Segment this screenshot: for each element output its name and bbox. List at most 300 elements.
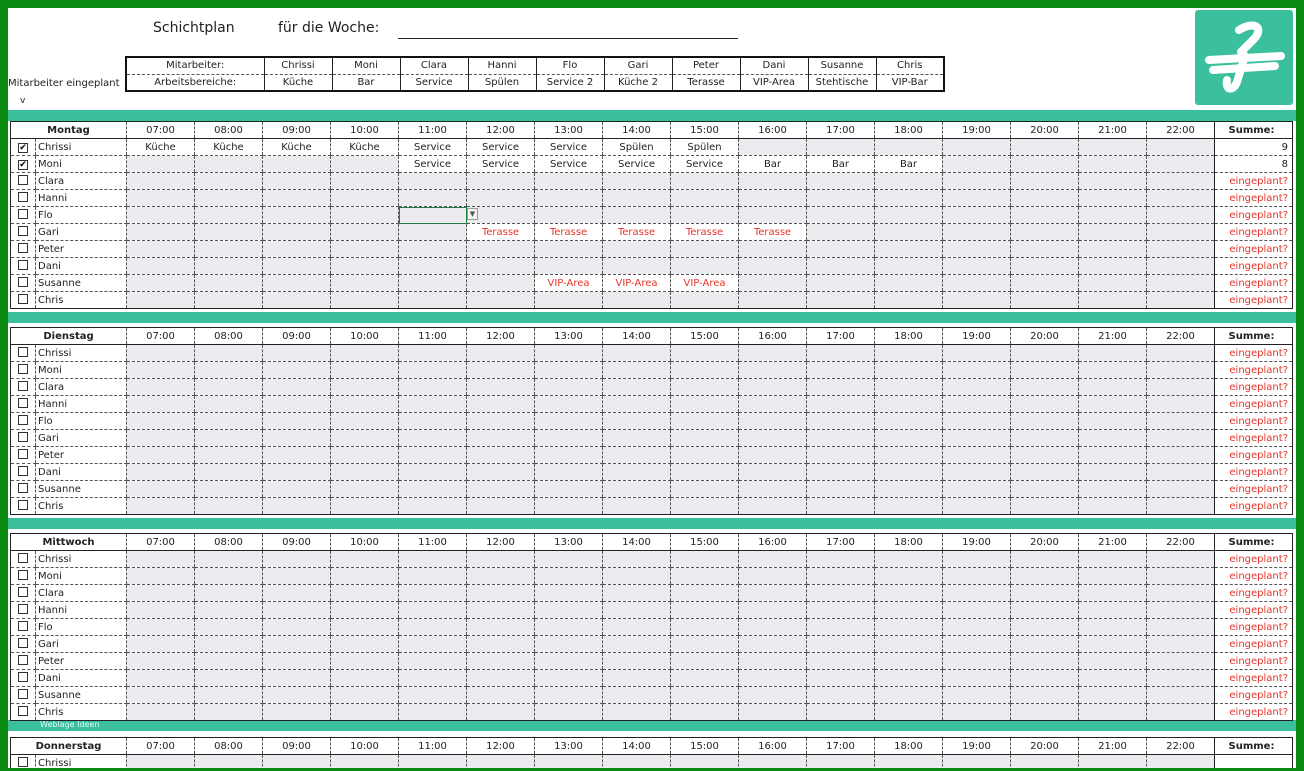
shift-cell[interactable] — [1011, 156, 1079, 173]
shift-cell[interactable] — [195, 207, 263, 224]
shift-cell[interactable] — [1079, 670, 1147, 687]
planned-checkbox[interactable] — [18, 398, 28, 408]
shift-cell[interactable] — [603, 481, 671, 498]
shift-cell[interactable] — [1079, 207, 1147, 224]
shift-cell[interactable] — [331, 498, 399, 515]
shift-cell[interactable] — [195, 670, 263, 687]
shift-cell[interactable] — [807, 551, 875, 568]
shift-cell[interactable] — [127, 190, 195, 207]
shift-cell[interactable] — [739, 413, 807, 430]
shift-cell[interactable] — [1011, 585, 1079, 602]
shift-cell[interactable]: Spülen — [603, 139, 671, 156]
shift-cell[interactable] — [127, 755, 195, 769]
shift-cell[interactable] — [263, 156, 331, 173]
shift-cell[interactable] — [739, 653, 807, 670]
shift-cell[interactable] — [1147, 207, 1215, 224]
shift-cell[interactable] — [739, 275, 807, 292]
shift-cell[interactable] — [603, 755, 671, 769]
shift-cell[interactable] — [739, 568, 807, 585]
shift-cell[interactable] — [739, 362, 807, 379]
shift-cell[interactable] — [739, 447, 807, 464]
shift-cell[interactable] — [807, 413, 875, 430]
shift-cell[interactable] — [671, 481, 739, 498]
planned-checkbox[interactable] — [18, 192, 28, 202]
shift-cell[interactable] — [943, 224, 1011, 241]
shift-cell[interactable] — [739, 704, 807, 721]
shift-cell[interactable] — [399, 551, 467, 568]
shift-cell[interactable] — [807, 498, 875, 515]
shift-cell[interactable] — [739, 173, 807, 190]
shift-cell[interactable] — [535, 636, 603, 653]
shift-cell[interactable] — [467, 636, 535, 653]
shift-cell[interactable] — [1011, 755, 1079, 769]
shift-cell[interactable] — [671, 413, 739, 430]
shift-cell[interactable] — [1011, 498, 1079, 515]
shift-cell[interactable] — [1147, 481, 1215, 498]
shift-cell[interactable] — [467, 430, 535, 447]
shift-cell[interactable] — [1011, 258, 1079, 275]
shift-cell[interactable] — [1011, 190, 1079, 207]
shift-cell[interactable] — [535, 396, 603, 413]
shift-cell[interactable] — [739, 396, 807, 413]
shift-cell[interactable]: Service — [399, 156, 467, 173]
shift-cell[interactable] — [875, 636, 943, 653]
shift-cell[interactable] — [127, 292, 195, 309]
shift-cell[interactable] — [1079, 396, 1147, 413]
staff-name-cell[interactable]: Hanni — [468, 57, 536, 74]
shift-cell[interactable] — [195, 687, 263, 704]
shift-cell[interactable] — [331, 481, 399, 498]
shift-cell[interactable] — [603, 447, 671, 464]
shift-cell[interactable] — [739, 292, 807, 309]
shift-cell[interactable] — [603, 396, 671, 413]
shift-cell[interactable] — [399, 173, 467, 190]
shift-cell[interactable]: Bar — [875, 156, 943, 173]
shift-cell[interactable] — [331, 156, 399, 173]
shift-cell[interactable] — [739, 498, 807, 515]
shift-cell[interactable] — [535, 447, 603, 464]
shift-cell[interactable] — [1147, 292, 1215, 309]
shift-cell[interactable] — [1079, 224, 1147, 241]
shift-cell[interactable] — [875, 379, 943, 396]
shift-cell[interactable] — [127, 464, 195, 481]
shift-cell[interactable] — [263, 687, 331, 704]
shift-cell[interactable] — [467, 190, 535, 207]
planned-checkbox[interactable] — [18, 243, 28, 253]
shift-cell[interactable] — [331, 447, 399, 464]
shift-cell[interactable] — [671, 704, 739, 721]
shift-cell[interactable] — [1147, 585, 1215, 602]
shift-cell[interactable] — [875, 464, 943, 481]
planned-checkbox[interactable] — [18, 226, 28, 236]
shift-cell[interactable] — [467, 481, 535, 498]
shift-cell[interactable] — [127, 636, 195, 653]
shift-cell[interactable] — [535, 292, 603, 309]
shift-cell[interactable] — [1079, 498, 1147, 515]
shift-cell[interactable] — [1011, 687, 1079, 704]
shift-cell[interactable] — [263, 653, 331, 670]
shift-cell[interactable] — [1011, 224, 1079, 241]
shift-cell[interactable]: VIP-Area — [603, 275, 671, 292]
area-cell[interactable]: Küche 2 — [604, 74, 672, 91]
shift-cell[interactable] — [1011, 173, 1079, 190]
planned-checkbox[interactable] — [18, 466, 28, 476]
shift-cell[interactable] — [331, 379, 399, 396]
shift-cell[interactable] — [807, 602, 875, 619]
planned-checkbox[interactable] — [18, 570, 28, 580]
shift-cell[interactable] — [467, 413, 535, 430]
shift-cell[interactable] — [399, 481, 467, 498]
shift-cell[interactable] — [263, 602, 331, 619]
shift-cell[interactable] — [1079, 413, 1147, 430]
shift-cell[interactable] — [467, 498, 535, 515]
planned-checkbox[interactable] — [18, 347, 28, 357]
shift-cell[interactable] — [943, 755, 1011, 769]
shift-cell[interactable] — [127, 568, 195, 585]
shift-cell[interactable] — [1011, 551, 1079, 568]
shift-cell[interactable] — [1011, 292, 1079, 309]
shift-cell[interactable] — [875, 396, 943, 413]
shift-cell[interactable] — [399, 362, 467, 379]
shift-cell[interactable] — [195, 551, 263, 568]
shift-cell[interactable] — [127, 447, 195, 464]
shift-cell[interactable] — [331, 396, 399, 413]
planned-checkbox[interactable] — [18, 706, 28, 716]
shift-cell[interactable] — [399, 396, 467, 413]
shift-cell[interactable] — [1147, 602, 1215, 619]
shift-cell[interactable] — [331, 275, 399, 292]
shift-cell[interactable] — [127, 653, 195, 670]
planned-checkbox[interactable] — [18, 381, 28, 391]
shift-cell[interactable] — [739, 687, 807, 704]
shift-cell[interactable] — [1011, 568, 1079, 585]
shift-cell[interactable] — [195, 704, 263, 721]
shift-cell[interactable] — [467, 670, 535, 687]
shift-cell[interactable] — [671, 670, 739, 687]
shift-cell[interactable] — [399, 653, 467, 670]
shift-cell[interactable] — [331, 292, 399, 309]
shift-cell[interactable] — [467, 447, 535, 464]
shift-cell[interactable] — [535, 687, 603, 704]
shift-cell[interactable] — [467, 345, 535, 362]
shift-cell[interactable] — [603, 362, 671, 379]
shift-cell[interactable] — [671, 379, 739, 396]
shift-cell[interactable] — [263, 619, 331, 636]
shift-cell[interactable] — [807, 481, 875, 498]
shift-cell[interactable] — [807, 362, 875, 379]
shift-cell[interactable] — [875, 704, 943, 721]
shift-cell[interactable] — [263, 207, 331, 224]
shift-cell[interactable] — [603, 430, 671, 447]
shift-cell[interactable] — [263, 345, 331, 362]
shift-cell[interactable] — [1079, 704, 1147, 721]
planned-checkbox[interactable] — [18, 260, 28, 270]
shift-cell[interactable] — [1147, 258, 1215, 275]
shift-cell[interactable] — [1011, 379, 1079, 396]
shift-cell[interactable] — [739, 139, 807, 156]
shift-cell[interactable] — [399, 224, 467, 241]
shift-cell[interactable] — [127, 258, 195, 275]
shift-cell[interactable] — [875, 190, 943, 207]
staff-name-cell[interactable]: Flo — [536, 57, 604, 74]
shift-cell[interactable] — [807, 447, 875, 464]
shift-cell[interactable] — [399, 602, 467, 619]
shift-cell[interactable] — [535, 568, 603, 585]
shift-cell[interactable] — [467, 258, 535, 275]
dropdown-arrow-icon[interactable]: ▼ — [467, 208, 478, 220]
shift-cell[interactable] — [399, 379, 467, 396]
shift-cell[interactable] — [807, 755, 875, 769]
shift-cell[interactable] — [671, 292, 739, 309]
shift-cell[interactable] — [603, 379, 671, 396]
shift-cell[interactable] — [263, 258, 331, 275]
shift-cell[interactable] — [1147, 653, 1215, 670]
shift-cell[interactable] — [127, 481, 195, 498]
shift-cell[interactable] — [1147, 447, 1215, 464]
shift-cell[interactable] — [603, 207, 671, 224]
shift-cell[interactable] — [263, 292, 331, 309]
shift-cell[interactable] — [943, 156, 1011, 173]
shift-cell[interactable]: Bar — [739, 156, 807, 173]
planned-checkbox[interactable] — [18, 294, 28, 304]
shift-cell[interactable] — [263, 585, 331, 602]
shift-cell[interactable] — [535, 258, 603, 275]
shift-cell[interactable] — [671, 447, 739, 464]
shift-cell[interactable] — [875, 568, 943, 585]
shift-cell[interactable] — [1147, 464, 1215, 481]
staff-name-cell[interactable]: Chrissi — [264, 57, 332, 74]
shift-cell[interactable] — [943, 568, 1011, 585]
area-cell[interactable]: VIP-Bar — [876, 74, 944, 91]
shift-cell[interactable] — [943, 292, 1011, 309]
shift-cell[interactable] — [467, 568, 535, 585]
shift-cell[interactable] — [807, 653, 875, 670]
shift-cell[interactable] — [875, 362, 943, 379]
shift-cell[interactable] — [127, 173, 195, 190]
planned-checkbox[interactable] — [18, 483, 28, 493]
shift-cell[interactable] — [671, 636, 739, 653]
shift-cell[interactable] — [195, 755, 263, 769]
shift-cell[interactable] — [603, 704, 671, 721]
shift-cell[interactable] — [603, 498, 671, 515]
shift-cell[interactable] — [875, 275, 943, 292]
shift-cell[interactable] — [331, 345, 399, 362]
shift-cell[interactable] — [603, 258, 671, 275]
shift-cell[interactable] — [263, 173, 331, 190]
shift-cell[interactable] — [195, 481, 263, 498]
shift-cell[interactable] — [1147, 430, 1215, 447]
shift-cell[interactable]: Service — [671, 156, 739, 173]
shift-cell[interactable] — [1011, 345, 1079, 362]
staff-name-cell[interactable]: Clara — [400, 57, 468, 74]
shift-cell[interactable] — [943, 464, 1011, 481]
shift-cell[interactable] — [127, 687, 195, 704]
shift-cell[interactable] — [399, 636, 467, 653]
shift-cell[interactable]: Service — [535, 156, 603, 173]
staff-name-cell[interactable]: Susanne — [808, 57, 876, 74]
planned-checkbox[interactable] — [18, 689, 28, 699]
shift-cell[interactable]: Terasse — [535, 224, 603, 241]
shift-cell[interactable] — [195, 447, 263, 464]
planned-checkbox[interactable]: ✔ — [19, 159, 27, 170]
shift-cell[interactable] — [263, 464, 331, 481]
shift-cell[interactable] — [535, 362, 603, 379]
shift-cell[interactable] — [263, 190, 331, 207]
shift-cell[interactable] — [739, 551, 807, 568]
shift-cell[interactable] — [739, 481, 807, 498]
shift-cell[interactable] — [671, 551, 739, 568]
shift-cell[interactable] — [195, 190, 263, 207]
shift-cell[interactable] — [127, 602, 195, 619]
shift-cell[interactable] — [263, 396, 331, 413]
shift-cell[interactable] — [127, 430, 195, 447]
shift-cell[interactable] — [875, 687, 943, 704]
shift-cell[interactable] — [1147, 396, 1215, 413]
shift-cell[interactable] — [399, 670, 467, 687]
shift-cell[interactable] — [875, 241, 943, 258]
shift-cell[interactable] — [875, 447, 943, 464]
shift-cell[interactable] — [467, 619, 535, 636]
shift-cell[interactable] — [671, 619, 739, 636]
shift-cell[interactable] — [263, 241, 331, 258]
shift-cell[interactable] — [943, 275, 1011, 292]
shift-cell[interactable] — [127, 413, 195, 430]
shift-cell[interactable] — [603, 568, 671, 585]
shift-cell[interactable] — [399, 755, 467, 769]
shift-cell[interactable] — [535, 653, 603, 670]
staff-name-cell[interactable]: Peter — [672, 57, 740, 74]
shift-cell[interactable] — [263, 224, 331, 241]
shift-cell[interactable] — [195, 345, 263, 362]
shift-cell[interactable] — [535, 481, 603, 498]
planned-checkbox[interactable] — [18, 587, 28, 597]
shift-cell[interactable] — [671, 396, 739, 413]
shift-cell[interactable] — [399, 413, 467, 430]
shift-cell[interactable] — [603, 585, 671, 602]
shift-cell[interactable] — [331, 224, 399, 241]
shift-cell[interactable] — [1011, 636, 1079, 653]
shift-cell[interactable] — [1079, 568, 1147, 585]
shift-cell[interactable] — [1079, 464, 1147, 481]
shift-cell[interactable] — [671, 602, 739, 619]
shift-cell[interactable] — [399, 430, 467, 447]
shift-cell[interactable] — [807, 345, 875, 362]
shift-cell[interactable] — [535, 430, 603, 447]
shift-cell[interactable] — [1079, 362, 1147, 379]
shift-cell[interactable] — [195, 653, 263, 670]
area-cell[interactable]: Service — [400, 74, 468, 91]
shift-cell[interactable] — [1011, 362, 1079, 379]
shift-cell[interactable] — [671, 430, 739, 447]
shift-cell[interactable] — [331, 568, 399, 585]
shift-cell[interactable] — [1011, 653, 1079, 670]
shift-cell[interactable] — [1011, 619, 1079, 636]
shift-cell[interactable] — [943, 430, 1011, 447]
shift-cell[interactable] — [943, 345, 1011, 362]
shift-cell[interactable] — [807, 190, 875, 207]
shift-cell[interactable] — [875, 755, 943, 769]
shift-cell[interactable] — [399, 275, 467, 292]
shift-cell[interactable] — [875, 653, 943, 670]
shift-cell[interactable] — [943, 241, 1011, 258]
shift-cell[interactable] — [195, 379, 263, 396]
shift-cell[interactable] — [1079, 292, 1147, 309]
shift-cell[interactable] — [671, 362, 739, 379]
shift-cell[interactable] — [943, 139, 1011, 156]
shift-cell[interactable] — [1011, 602, 1079, 619]
shift-cell[interactable] — [807, 636, 875, 653]
shift-cell[interactable] — [671, 568, 739, 585]
shift-cell[interactable] — [603, 653, 671, 670]
shift-cell[interactable] — [1147, 568, 1215, 585]
shift-cell[interactable] — [1079, 585, 1147, 602]
shift-cell[interactable] — [331, 687, 399, 704]
shift-cell[interactable] — [399, 704, 467, 721]
shift-cell[interactable] — [535, 241, 603, 258]
planned-checkbox[interactable] — [18, 638, 28, 648]
shift-cell[interactable] — [263, 413, 331, 430]
shift-cell[interactable]: Terasse — [739, 224, 807, 241]
shift-cell[interactable] — [671, 464, 739, 481]
shift-cell[interactable] — [1079, 345, 1147, 362]
shift-cell[interactable] — [535, 670, 603, 687]
shift-cell[interactable] — [195, 498, 263, 515]
shift-cell[interactable] — [1147, 241, 1215, 258]
shift-cell[interactable] — [127, 345, 195, 362]
shift-cell[interactable] — [875, 498, 943, 515]
planned-checkbox[interactable] — [18, 604, 28, 614]
shift-cell[interactable] — [671, 498, 739, 515]
shift-cell[interactable] — [1147, 379, 1215, 396]
shift-cell[interactable] — [807, 258, 875, 275]
shift-cell[interactable] — [739, 464, 807, 481]
staff-name-cell[interactable]: Chris — [876, 57, 944, 74]
shift-cell[interactable] — [331, 653, 399, 670]
shift-cell[interactable] — [331, 551, 399, 568]
shift-cell[interactable] — [671, 258, 739, 275]
shift-cell[interactable] — [807, 275, 875, 292]
shift-cell[interactable] — [1011, 430, 1079, 447]
shift-cell[interactable] — [739, 207, 807, 224]
shift-cell[interactable] — [195, 292, 263, 309]
shift-cell[interactable] — [875, 481, 943, 498]
shift-cell[interactable] — [875, 430, 943, 447]
shift-cell[interactable] — [943, 498, 1011, 515]
shift-cell[interactable] — [807, 139, 875, 156]
area-cell[interactable]: VIP-Area — [740, 74, 808, 91]
shift-cell[interactable] — [1011, 241, 1079, 258]
shift-cell[interactable] — [195, 173, 263, 190]
shift-cell[interactable] — [535, 704, 603, 721]
shift-cell[interactable] — [127, 379, 195, 396]
shift-cell[interactable] — [331, 173, 399, 190]
area-cell[interactable]: Stehtische — [808, 74, 876, 91]
shift-cell[interactable]: Service — [467, 139, 535, 156]
shift-cell[interactable] — [263, 568, 331, 585]
shift-cell[interactable] — [807, 619, 875, 636]
shift-cell[interactable] — [535, 379, 603, 396]
shift-cell[interactable] — [943, 258, 1011, 275]
shift-cell[interactable] — [467, 585, 535, 602]
shift-cell[interactable] — [807, 687, 875, 704]
shift-cell[interactable] — [1011, 670, 1079, 687]
shift-cell[interactable] — [467, 292, 535, 309]
planned-checkbox[interactable]: ✔ — [19, 142, 27, 153]
shift-cell[interactable] — [943, 207, 1011, 224]
shift-cell[interactable] — [1147, 156, 1215, 173]
planned-checkbox[interactable] — [18, 175, 28, 185]
shift-cell[interactable] — [331, 602, 399, 619]
